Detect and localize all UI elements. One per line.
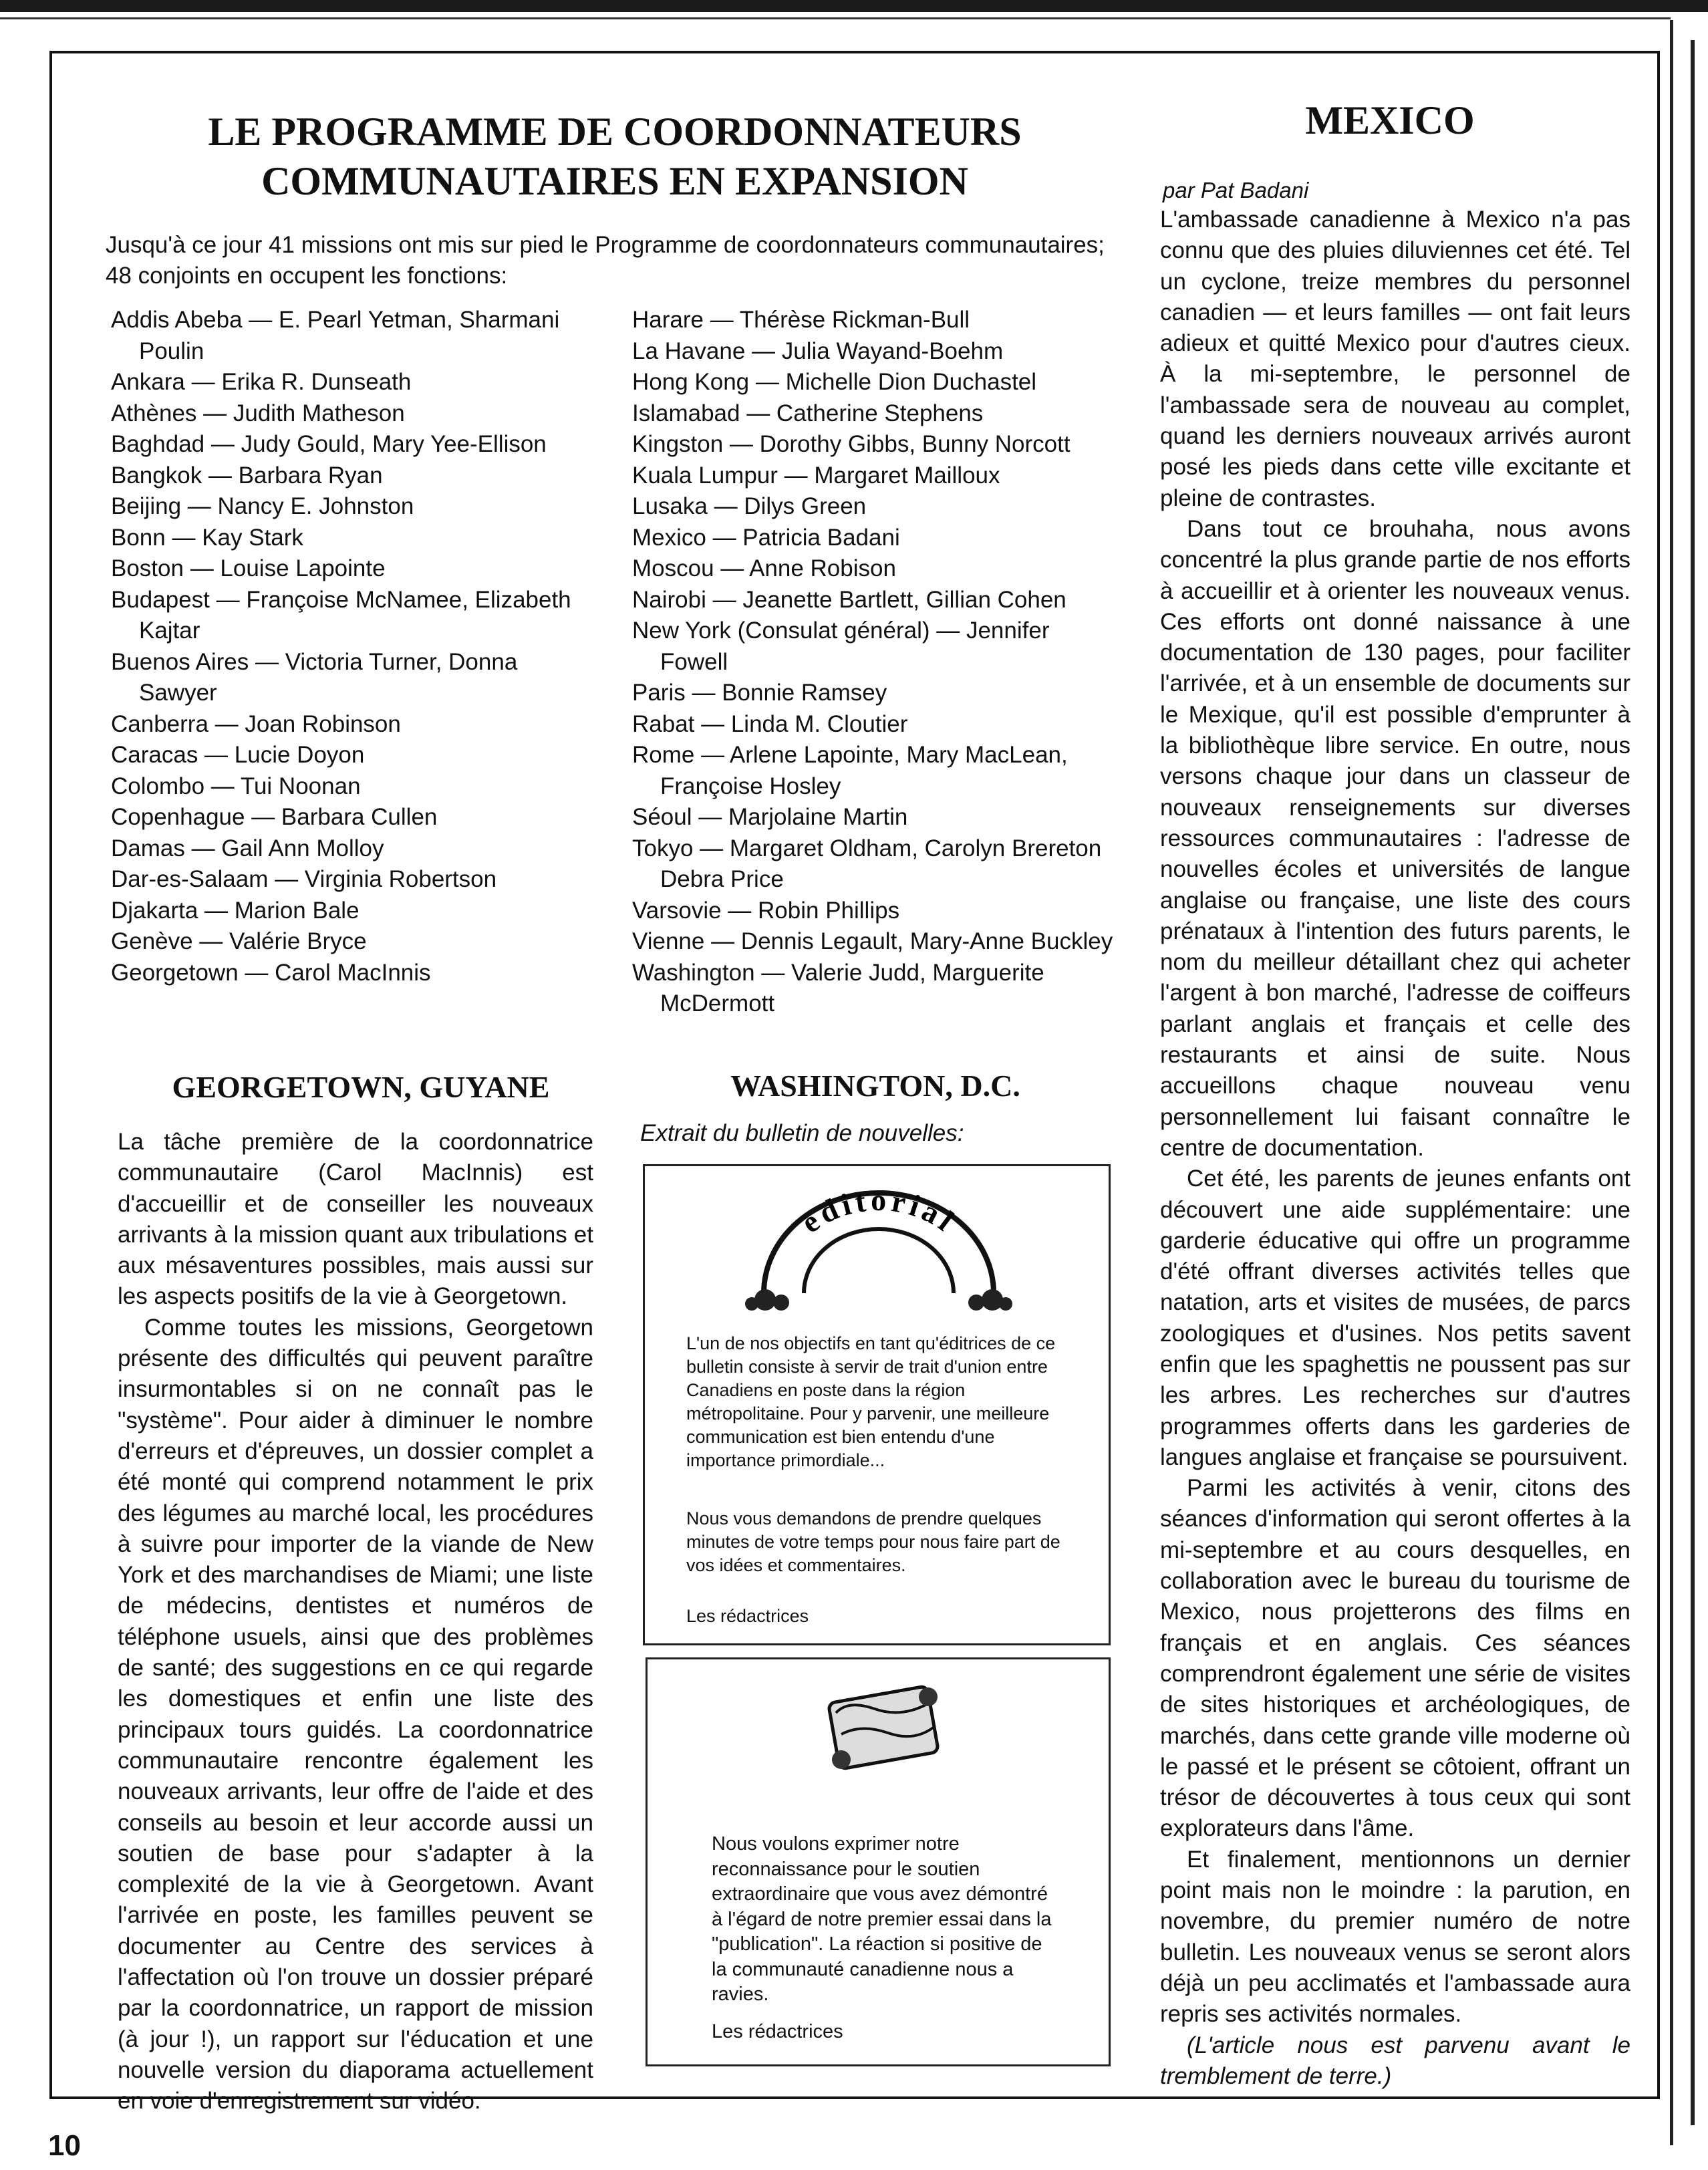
directory-entry: Paris — Bonnie Ramsey: [632, 680, 887, 706]
mexico-title: MEXICO: [1305, 98, 1475, 142]
directory-entry: Canberra — Joan Robinson: [111, 710, 401, 737]
directory-entry: Washington — Valerie Judd, Marguerite McDermott: [632, 959, 1044, 1016]
directory-entry: Mexico — Patricia Badani: [632, 524, 900, 551]
editorial-paragraph-1: L'un de nos objectifs en tant qu'éditrices de ce bulletin consiste à servir de trait d'union entre Canadiens en poste dans la région métropolitaine. Pour y parvenir, une meilleure communication est bien entendu d'une importance primordiale...: [686, 1333, 1056, 1470]
mexico-article: [1160, 205, 1630, 2092]
guyane-paragraph: Comme toutes les missions, Georgetown présente des difficultés qui peuvent paraître insurmontables si on ne connaît pas le "système". Pour aider à diminuer le nombre d'erreurs et d'épreuves, un dossier complet a été monté qui comprend notamment le prix des légumes au marché local, les procédures à suivre pour importer de la viande de New York et des marchandises de Miami; une liste de médecins, dentistes et numéros de téléphone usuels, ainsi que des problèmes de santé; des suggestions en ce qui regarde les domestiques et enfin une liste des principaux tours guidés. La coordonnatrice communautaire rencontre également les nouveaux arrivants, leur offre de l'aide et des conseils au besoin et leur accorde aussi un soutien de base pour s'adapter à la complexité de la vie à Georgetown. Avant l'arrivée en poste, les familles peuvent se documenter au Centre des services à l'affectation où l'on trouve un dossier préparé par la coordonnatrice, un rapport de mission (à jour !), un rapport sur l'éducation et une nouvelle version du diaporama actuellement en voie d'enregistrement sur vidéo.: [118, 1314, 593, 2115]
directory-entry: Harare — Thérèse Rickman-Bull: [632, 307, 970, 333]
page-number: 10: [48, 2129, 81, 2162]
mexico-paragraph: Et finalement, mentionnons un dernier point mais non le moindre : la parution, en novembre, du premier numéro de notre bulletin. Les nouveaux venus se seront alors déjà un peu acclimatés et l'ambassade aura repris ses activités normales.: [1160, 1846, 1630, 2028]
binding-edge: [1670, 20, 1673, 2145]
thanks-paragraph: Nous voulons exprimer notre reconnaissance pour le soutien extraordinaire que vous avez démontré à l'égard de notre premier essai dans la "publication". La réaction si positive de la communauté canadienne nous a ravies.: [712, 1833, 1052, 2005]
directory-entry: Ankara — Erika R. Dunseath: [111, 369, 412, 395]
directory-entry: Copenhague — Barbara Cullen: [111, 804, 438, 830]
mexico-paragraph: Parmi les activités à venir, citons des séances d'information qui seront offertes à la mi-septembre et au cours desquelles, en collaboration avec le bureau du tourisme de Mexico, nous projetterons des films en français et en anglais. Ces séances comprendront également une série de visites de sites historiques et archéologiques, de marchés, dans cette grande ville moderne où le passé et le présent se côtoient, offrant un trésor de découvertes à tous ceux qui sont explorateurs dans l'âme.: [1160, 1475, 1630, 1842]
scroll-icon: [648, 1659, 1113, 1793]
directory-entry: La Havane — Julia Wayand-Boehm: [632, 337, 1004, 364]
directory-entry: Bonn — Kay Stark: [111, 524, 303, 551]
editorial-banner-text: editorial: [795, 1182, 964, 1240]
mexico-byline: par Pat Badani: [1163, 178, 1309, 202]
directory-entry: Beijing — Nancy E. Johnston: [111, 493, 414, 519]
directory-entry: Athènes — Judith Matheson: [111, 400, 405, 426]
main-title: [134, 107, 1096, 206]
directory-entry: Djakarta — Marion Bale: [111, 897, 360, 924]
directory-entry: Lusaka — Dilys Green: [632, 493, 867, 519]
editorial-banner-graphic: [645, 1166, 1113, 1327]
editorial-box: [643, 1164, 1111, 1645]
mexico-paragraph: Dans tout ce brouhaha, nous avons concentré la plus grande partie de nos efforts à accueillir et à orienter les nouveaux venus. Ces efforts ont donné naissance à une documentation de 130 pages, pour faciliter l'arrivée, et à un ensemble de documents sur le Mexique, qu'il est possible d'emprunter à la bibliothèque libre service. En outre, nous versons chaque jour dans un classeur de nouveaux renseignements sur diverses ressources communautaires : l'adresse de nouvelles écoles et universités de langue anglaise ou française, une liste des cours prénataux à l'intention des futurs parents, le nom du meilleur détaillant chez qui acheter l'argent à bon marché, l'adresse de coiffeurs parlant anglais et français et celle des restaurants et ainsi de suite. Nous accueillons chaque nouveau venu personnellement lui faisant connaître le centre de documentation.: [1160, 515, 1630, 1161]
thanks-signature: Les rédactrices: [712, 2021, 843, 2042]
directory-entry: Budapest — Françoise McNamee, Elizabeth Kajtar: [111, 586, 571, 644]
directory-entry: Hong Kong — Michelle Dion Duchastel: [632, 369, 1037, 395]
directory-entry: Dar-es-Salaam — Virginia Robertson: [111, 866, 497, 892]
directory-entry: Nairobi — Jeanette Bartlett, Gillian Cohen: [632, 586, 1066, 613]
banner-arch-inner: [804, 1229, 954, 1293]
binding-edge-outer: [1691, 40, 1695, 2125]
directory-entry: Caracas — Lucie Doyon: [111, 742, 365, 768]
intro-paragraph: Jusqu'à ce jour 41 missions ont mis sur pied le Programme de coordonnateurs communautaires; 48 conjoints en occupent les fonctions:: [106, 232, 1105, 289]
directory-entry: Séoul — Marjolaine Martin: [632, 804, 908, 830]
directory-entry: Islamabad — Catherine Stephens: [632, 400, 984, 426]
washington-subtitle: Extrait du bulletin de nouvelles:: [640, 1120, 964, 1146]
directory-entry: New York (Consulat général) — Jennifer Fowell: [632, 618, 1050, 675]
directory-entry: Moscou — Anne Robison: [632, 555, 896, 581]
thanks-box: [646, 1657, 1111, 2066]
mexico-paragraph: Cet été, les parents de jeunes enfants ont découvert une aide supplémentaire: une garderie éducative qui offre un programme d'été offrant diverses activités telles que natation, arts et visites de musées, de parcs zoologiques et d'usines. Nos petits savent enfin que les spaghettis ne poussent pas sur les arbres. Les recherches sur d'autres programmes offerts dans les garderies de langues anglaise et française se poursuivent.: [1160, 1166, 1630, 1470]
washington-title: WASHINGTON, D.C.: [730, 1069, 1020, 1103]
directory-entry: Rome — Arlene Lapointe, Mary MacLean, Françoise Hosley: [632, 742, 1068, 799]
banner-ornament-left: [745, 1289, 789, 1311]
mexico-paragraph: L'ambassade canadienne à Mexico n'a pas connu que des pluies diluviennes cet été. Tel un cyclone, treize membres du personnel canadien — et leurs familles — ont fait leurs adieux et quitté Mexico pour d'autres cieux. À la mi-septembre, le personnel de l'ambassade sera de nouveau au complet, quand les derniers nouveaux arrivés auront posé les pieds dans cette ville excitante et pleine de contrastes.: [1160, 207, 1630, 511]
directory-entry: Boston — Louise Lapointe: [111, 555, 386, 581]
main-title-line1: LE PROGRAMME DE COORDONNATEURS: [208, 110, 1022, 154]
directory-entry: Colombo — Tui Noonan: [111, 773, 361, 799]
main-title-line2: COMMUNAUTAIRES EN EXPANSION: [261, 159, 968, 203]
top-rule-thin: [0, 17, 1671, 19]
directory-entry: Damas — Gail Ann Molloy: [111, 835, 384, 861]
directory-entry: Bangkok — Barbara Ryan: [111, 462, 383, 489]
guyane-paragraph: La tâche première de la coordonnatrice communautaire (Carol MacInnis) est d'accueillir et de conseiller les nouveaux arrivants à la mission quant aux tribulations et aux mésaventures possibles, mais aussi sur les aspects positifs de la vie à Georgetown.: [118, 1129, 593, 1310]
guyane-title: GEORGETOWN, GUYANE: [172, 1070, 550, 1104]
directory-entry: Varsovie — Robin Phillips: [632, 897, 900, 924]
directory-left: [111, 305, 585, 988]
directory-entry: Addis Abeba — E. Pearl Yetman, Sharmani Poulin: [111, 307, 560, 364]
directory-entry: Kingston — Dorothy Gibbs, Bunny Norcott: [632, 431, 1071, 457]
directory-entry: Baghdad — Judy Gould, Mary Yee-Ellison: [111, 431, 547, 457]
directory-entry: Genève — Valérie Bryce: [111, 928, 367, 954]
directory-entry: Kuala Lumpur — Margaret Mailloux: [632, 462, 1000, 489]
banner-ornament-right: [968, 1289, 1012, 1311]
mexico-note: (L'article nous est parvenu avant le tremblement de terre.): [1160, 2032, 1630, 2089]
directory-right: [632, 305, 1113, 1020]
editorial-paragraph-2: Nous vous demandons de prendre quelques minutes de votre temps pour nous faire part de vos idées et commentaires.: [686, 1508, 1060, 1575]
editorial-signature: Les rédactrices: [686, 1606, 809, 1626]
directory-entry: Rabat — Linda M. Cloutier: [632, 710, 908, 737]
guyane-article: [118, 1127, 593, 2117]
directory-entry: Georgetown — Carol MacInnis: [111, 959, 431, 986]
directory-entry: Buenos Aires — Victoria Turner, Donna Sawyer: [111, 648, 518, 706]
directory-entry: Vienne — Dennis Legault, Mary-Anne Buckley: [632, 928, 1113, 954]
top-rule: [0, 0, 1708, 12]
directory-entry: Tokyo — Margaret Oldham, Carolyn Brereton Debra Price: [632, 835, 1102, 892]
